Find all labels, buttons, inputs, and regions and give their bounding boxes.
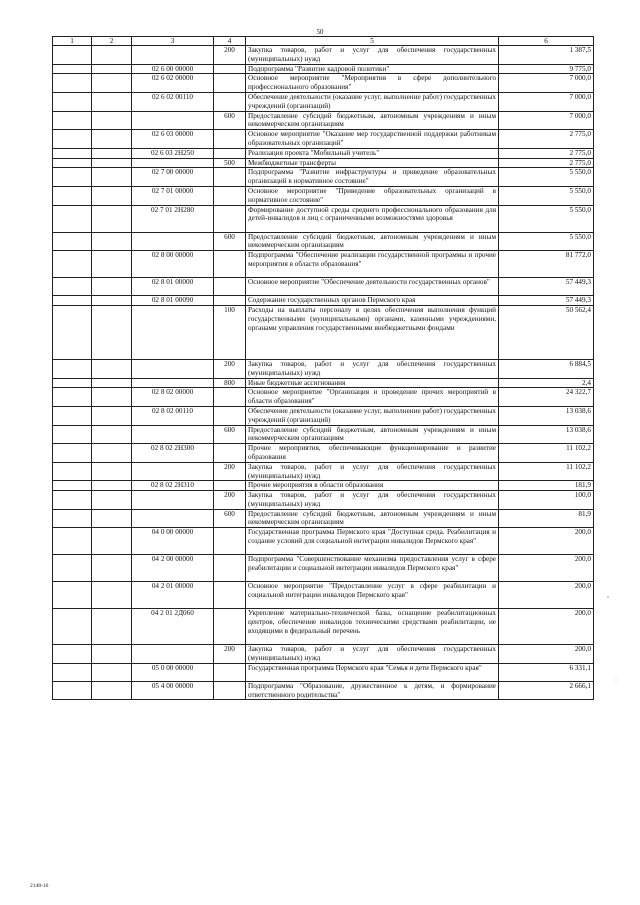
table-row bbox=[53, 444, 594, 463]
cell-expense-type bbox=[214, 74, 246, 93]
cell-expense-type bbox=[214, 444, 246, 463]
cell-section bbox=[53, 378, 92, 388]
cell-target-code bbox=[132, 645, 214, 664]
cell-amount: 7 000,0 bbox=[499, 111, 594, 130]
cell-expense-type bbox=[214, 148, 246, 158]
cell-name: Межбюджетные трансферты bbox=[246, 158, 499, 168]
cell-section bbox=[53, 64, 92, 74]
table-row bbox=[53, 388, 594, 407]
cell-name: Основное мероприятие "Обеспечение деятельности государственных органов" bbox=[246, 278, 499, 296]
cell-expense-type bbox=[214, 92, 246, 111]
cell-section bbox=[53, 251, 92, 278]
cell-amount: 5 550,0 bbox=[499, 205, 594, 232]
cell-expense-type bbox=[214, 251, 246, 278]
cell-subsection bbox=[92, 232, 132, 251]
cell-name: Основное мероприятие "Приведение образовательных организаций в нормативное состояние" bbox=[246, 186, 499, 205]
footer-code: 2148-16 bbox=[30, 883, 49, 889]
cell-amount: 81,9 bbox=[499, 509, 594, 528]
cell-name: Укрепление материально-технической базы, оснащение реабилитационных центров, обеспечение инвалидов техническими средствами реабилитации, не входящими в федеральный перечень bbox=[246, 609, 499, 645]
cell-amount: 5 550,0 bbox=[499, 168, 594, 187]
cell-expense-type: 600 bbox=[214, 111, 246, 130]
table-row bbox=[53, 462, 594, 481]
cell-name: Расходы на выплаты персоналу в целях обеспечения выполнения функций государственными (муниципальными) органами, казенными учреждениями, органами управления государственными внебюджетными фондами bbox=[246, 305, 499, 359]
cell-section bbox=[53, 425, 92, 444]
cell-target-code: 02 6 00 00000 bbox=[132, 64, 214, 74]
column-number-5: 5 bbox=[246, 37, 499, 46]
cell-amount: 2 666,1 bbox=[499, 681, 594, 700]
cell-expense-type: 600 bbox=[214, 232, 246, 251]
cell-expense-type: 200 bbox=[214, 359, 246, 378]
cell-target-code: 05 4 00 00000 bbox=[132, 681, 214, 700]
cell-section bbox=[53, 305, 92, 359]
table-row bbox=[53, 278, 594, 296]
cell-expense-type bbox=[214, 296, 246, 306]
table-row bbox=[53, 555, 594, 582]
cell-section bbox=[53, 278, 92, 296]
cell-name: Государственная программа Пермского края "Доступная среда. Реабилитация и создание условий для социальной интеграции инвалидов Пермского края" bbox=[246, 528, 499, 555]
table-row bbox=[53, 359, 594, 378]
cell-subsection bbox=[92, 481, 132, 491]
cell-subsection bbox=[92, 462, 132, 481]
cell-target-code bbox=[132, 232, 214, 251]
cell-name: Основное мероприятие "Организация и проведение прочих мероприятий в области образования" bbox=[246, 388, 499, 407]
cell-amount: 200,0 bbox=[499, 582, 594, 609]
cell-expense-type bbox=[214, 582, 246, 609]
table-row bbox=[53, 158, 594, 168]
table-row bbox=[53, 645, 594, 664]
cell-expense-type: 200 bbox=[214, 462, 246, 481]
cell-section bbox=[53, 645, 92, 664]
cell-target-code: 04 2 00 00000 bbox=[132, 555, 214, 582]
cell-subsection bbox=[92, 74, 132, 93]
cell-name: Закупка товаров, работ и услуг для обеспечения государственных (муниципальных) нужд bbox=[246, 46, 499, 65]
cell-subsection bbox=[92, 509, 132, 528]
cell-amount: 6 331,1 bbox=[499, 663, 594, 681]
table-row bbox=[53, 232, 594, 251]
cell-section bbox=[53, 111, 92, 130]
cell-name: Государственная программа Пермского края "Семья и дети Пермского края" bbox=[246, 663, 499, 681]
cell-amount: 11 102,2 bbox=[499, 444, 594, 463]
cell-target-code: 02 6 03 00000 bbox=[132, 130, 214, 149]
cell-name: Основное мероприятие "Предоставление услуг в сфере реабилитации и социальной интеграции инвалидов Пермского края" bbox=[246, 582, 499, 609]
cell-section bbox=[53, 232, 92, 251]
cell-section bbox=[53, 582, 92, 609]
cell-name: Предоставление субсидий бюджетным, автономным учреждениям и иным некоммерческим организациям bbox=[246, 232, 499, 251]
table-row bbox=[53, 681, 594, 700]
table-row bbox=[53, 64, 594, 74]
table-row bbox=[53, 186, 594, 205]
cell-name: Содержание государственных органов Пермского края bbox=[246, 296, 499, 306]
table-row bbox=[53, 251, 594, 278]
cell-section bbox=[53, 663, 92, 681]
cell-target-code: 02 6 03 2Н250 bbox=[132, 148, 214, 158]
cell-name: Основное мероприятие "Мероприятия в сфере дополнительного профессионального образования" bbox=[246, 74, 499, 93]
cell-target-code: 02 8 02 2Н300 bbox=[132, 444, 214, 463]
cell-name: Предоставление субсидий бюджетным, автономным учреждениям и иным некоммерческим организациям bbox=[246, 425, 499, 444]
cell-target-code bbox=[132, 509, 214, 528]
cell-name: Предоставление субсидий бюджетным, автономным учреждениям и иным некоммерческим организациям bbox=[246, 509, 499, 528]
cell-amount: 81 772,0 bbox=[499, 251, 594, 278]
cell-name: Обеспечение деятельности (оказание услуг, выполнение работ) государственных учреждений (организаций) bbox=[246, 406, 499, 425]
cell-expense-type: 600 bbox=[214, 509, 246, 528]
cell-target-code bbox=[132, 305, 214, 359]
cell-section bbox=[53, 158, 92, 168]
cell-amount: 57 449,3 bbox=[499, 278, 594, 296]
cell-target-code: 02 8 02 2Н310 bbox=[132, 481, 214, 491]
table-row bbox=[53, 663, 594, 681]
cell-name: Подпрограмма "Совершенствование механизма предоставления услуг в сфере реабилитации и социальной интеграции инвалидов Пермского края" bbox=[246, 555, 499, 582]
cell-section bbox=[53, 528, 92, 555]
cell-name: Подпрограмма "Развитие кадровой политики" bbox=[246, 64, 499, 74]
cell-name: Прочие мероприятия в области образования bbox=[246, 481, 499, 491]
cell-name: Прочие мероприятия, обеспечивающие функционирование и развитие образования bbox=[246, 444, 499, 463]
cell-section bbox=[53, 46, 92, 65]
cell-target-code: 02 7 00 00000 bbox=[132, 168, 214, 187]
cell-amount: 200,0 bbox=[499, 528, 594, 555]
cell-target-code: 04 0 00 00000 bbox=[132, 528, 214, 555]
cell-amount: 2 775,0 bbox=[499, 158, 594, 168]
table-row bbox=[53, 509, 594, 528]
table-row bbox=[53, 582, 594, 609]
cell-subsection bbox=[92, 359, 132, 378]
cell-subsection bbox=[92, 388, 132, 407]
cell-subsection bbox=[92, 92, 132, 111]
cell-expense-type bbox=[214, 663, 246, 681]
cell-section bbox=[53, 555, 92, 582]
cell-name: Иные бюджетные ассигнования bbox=[246, 378, 499, 388]
table-row bbox=[53, 130, 594, 149]
cell-subsection bbox=[92, 158, 132, 168]
cell-section bbox=[53, 462, 92, 481]
cell-section bbox=[53, 148, 92, 158]
table-row bbox=[53, 491, 594, 510]
cell-expense-type bbox=[214, 186, 246, 205]
cell-target-code: 02 8 02 00110 bbox=[132, 406, 214, 425]
cell-amount: 13 038,6 bbox=[499, 406, 594, 425]
cell-amount: 100,0 bbox=[499, 491, 594, 510]
cell-target-code bbox=[132, 111, 214, 130]
cell-section bbox=[53, 481, 92, 491]
column-number-2: 2 bbox=[92, 37, 132, 46]
cell-expense-type bbox=[214, 130, 246, 149]
cell-section bbox=[53, 406, 92, 425]
cell-expense-type bbox=[214, 406, 246, 425]
cell-subsection bbox=[92, 406, 132, 425]
cell-target-code: 02 6 02 00110 bbox=[132, 92, 214, 111]
budget-table bbox=[52, 36, 594, 700]
cell-amount: 2 775,0 bbox=[499, 148, 594, 158]
cell-target-code: 04 2 01 00000 bbox=[132, 582, 214, 609]
cell-subsection bbox=[92, 111, 132, 130]
cell-amount: 181,9 bbox=[499, 481, 594, 491]
cell-amount: 1 387,5 bbox=[499, 46, 594, 65]
cell-expense-type: 500 bbox=[214, 158, 246, 168]
cell-subsection bbox=[92, 609, 132, 645]
column-number-4: 4 bbox=[214, 37, 246, 46]
cell-amount: 50 562,4 bbox=[499, 305, 594, 359]
column-header-row bbox=[53, 37, 594, 46]
cell-subsection bbox=[92, 555, 132, 582]
cell-expense-type bbox=[214, 609, 246, 645]
cell-amount: 5 550,0 bbox=[499, 232, 594, 251]
cell-target-code: 05 0 00 00000 bbox=[132, 663, 214, 681]
cell-name: Обеспечение деятельности (оказание услуг, выполнение работ) государственных учреждений (организаций) bbox=[246, 92, 499, 111]
table-row bbox=[53, 425, 594, 444]
cell-expense-type bbox=[214, 278, 246, 296]
cell-expense-type bbox=[214, 205, 246, 232]
cell-amount: 200,0 bbox=[499, 645, 594, 664]
cell-section bbox=[53, 444, 92, 463]
cell-subsection bbox=[92, 491, 132, 510]
cell-name: Подпрограмма "Обеспечение реализации государственной программы и прочие мероприятия в области образования" bbox=[246, 251, 499, 278]
table-row bbox=[53, 92, 594, 111]
cell-target-code: 02 6 02 00000 bbox=[132, 74, 214, 93]
cell-target-code: 02 8 01 00000 bbox=[132, 278, 214, 296]
cell-subsection bbox=[92, 251, 132, 278]
cell-subsection bbox=[92, 296, 132, 306]
cell-target-code bbox=[132, 491, 214, 510]
cell-expense-type: 200 bbox=[214, 645, 246, 664]
cell-amount: 6 884,5 bbox=[499, 359, 594, 378]
cell-name: Формирование доступной среды среднего профессионального образования для детей-инвалидов и лиц с ограниченными возможностями здоровья bbox=[246, 205, 499, 232]
cell-expense-type bbox=[214, 528, 246, 555]
cell-section bbox=[53, 186, 92, 205]
scan-speck bbox=[607, 596, 608, 597]
cell-amount: 11 102,2 bbox=[499, 462, 594, 481]
cell-subsection bbox=[92, 528, 132, 555]
cell-amount: 13 038,6 bbox=[499, 425, 594, 444]
table-row bbox=[53, 46, 594, 65]
cell-section bbox=[53, 130, 92, 149]
cell-target-code bbox=[132, 158, 214, 168]
cell-amount: 200,0 bbox=[499, 555, 594, 582]
cell-amount: 24 322,7 bbox=[499, 388, 594, 407]
cell-expense-type bbox=[214, 555, 246, 582]
cell-section bbox=[53, 681, 92, 700]
cell-name: Закупка товаров, работ и услуг для обеспечения государственных (муниципальных) нужд bbox=[246, 462, 499, 481]
cell-target-code bbox=[132, 46, 214, 65]
cell-name: Реализация проекта "Мобильный учитель" bbox=[246, 148, 499, 158]
cell-name: Подпрограмма "Развитие инфраструктуры и приведение образовательных организаций в нормативное состояние" bbox=[246, 168, 499, 187]
cell-subsection bbox=[92, 130, 132, 149]
budget-table-body bbox=[53, 37, 594, 700]
cell-name: Закупка товаров, работ и услуг для обеспечения государственных (муниципальных) нужд bbox=[246, 645, 499, 664]
table-row bbox=[53, 305, 594, 359]
cell-target-code bbox=[132, 462, 214, 481]
cell-name: Предоставление субсидий бюджетным, автономным учреждениям и иным некоммерческим организациям bbox=[246, 111, 499, 130]
scan-speck bbox=[616, 680, 617, 681]
cell-subsection bbox=[92, 444, 132, 463]
cell-amount: 7 000,0 bbox=[499, 74, 594, 93]
cell-subsection bbox=[92, 582, 132, 609]
cell-target-code: 02 7 01 2Н280 bbox=[132, 205, 214, 232]
table-row bbox=[53, 528, 594, 555]
cell-expense-type bbox=[214, 681, 246, 700]
table-row bbox=[53, 168, 594, 187]
column-number-3: 3 bbox=[132, 37, 214, 46]
cell-target-code: 02 8 02 00000 bbox=[132, 388, 214, 407]
cell-name: Подпрограмма "Образование, дружественное к детям, и формирование ответственного родительства" bbox=[246, 681, 499, 700]
cell-section bbox=[53, 609, 92, 645]
table-row bbox=[53, 111, 594, 130]
cell-target-code bbox=[132, 425, 214, 444]
cell-expense-type bbox=[214, 64, 246, 74]
cell-name: Закупка товаров, работ и услуг для обеспечения государственных (муниципальных) нужд bbox=[246, 359, 499, 378]
cell-expense-type bbox=[214, 388, 246, 407]
cell-subsection bbox=[92, 681, 132, 700]
table-row bbox=[53, 481, 594, 491]
cell-target-code: 02 8 00 00000 bbox=[132, 251, 214, 278]
cell-subsection bbox=[92, 168, 132, 187]
column-number-1: 1 bbox=[53, 37, 92, 46]
table-row bbox=[53, 609, 594, 645]
cell-section bbox=[53, 205, 92, 232]
cell-amount: 2 775,0 bbox=[499, 130, 594, 149]
cell-expense-type: 100 bbox=[214, 305, 246, 359]
cell-section bbox=[53, 388, 92, 407]
cell-subsection bbox=[92, 645, 132, 664]
cell-amount: 2,4 bbox=[499, 378, 594, 388]
cell-section bbox=[53, 168, 92, 187]
table-row bbox=[53, 296, 594, 306]
cell-subsection bbox=[92, 148, 132, 158]
cell-subsection bbox=[92, 378, 132, 388]
column-number-6: 6 bbox=[499, 37, 594, 46]
cell-target-code: 02 8 01 00090 bbox=[132, 296, 214, 306]
cell-section bbox=[53, 491, 92, 510]
cell-amount: 9 775,0 bbox=[499, 64, 594, 74]
cell-target-code bbox=[132, 359, 214, 378]
cell-target-code: 04 2 01 2Д060 bbox=[132, 609, 214, 645]
cell-target-code: 02 7 01 00000 bbox=[132, 186, 214, 205]
cell-amount: 7 000,0 bbox=[499, 92, 594, 111]
cell-subsection bbox=[92, 46, 132, 65]
cell-expense-type: 200 bbox=[214, 491, 246, 510]
cell-subsection bbox=[92, 305, 132, 359]
cell-expense-type: 200 bbox=[214, 46, 246, 65]
cell-amount: 57 449,3 bbox=[499, 296, 594, 306]
cell-target-code bbox=[132, 378, 214, 388]
table-row bbox=[53, 205, 594, 232]
page-number: 50 bbox=[316, 28, 324, 36]
cell-expense-type bbox=[214, 481, 246, 491]
cell-expense-type bbox=[214, 168, 246, 187]
cell-section bbox=[53, 92, 92, 111]
cell-amount: 200,0 bbox=[499, 609, 594, 645]
cell-expense-type: 600 bbox=[214, 425, 246, 444]
cell-amount: 5 550,0 bbox=[499, 186, 594, 205]
cell-name: Закупка товаров, работ и услуг для обеспечения государственных (муниципальных) нужд bbox=[246, 491, 499, 510]
cell-name: Основное мероприятие "Оказание мер государственной поддержки работникам образовательных организаций" bbox=[246, 130, 499, 149]
cell-subsection bbox=[92, 205, 132, 232]
cell-section bbox=[53, 509, 92, 528]
table-row bbox=[53, 148, 594, 158]
cell-subsection bbox=[92, 425, 132, 444]
table-row bbox=[53, 74, 594, 93]
cell-section bbox=[53, 74, 92, 93]
cell-subsection bbox=[92, 663, 132, 681]
table-row bbox=[53, 406, 594, 425]
cell-expense-type: 800 bbox=[214, 378, 246, 388]
table-row bbox=[53, 378, 594, 388]
cell-section bbox=[53, 359, 92, 378]
cell-subsection bbox=[92, 186, 132, 205]
cell-subsection bbox=[92, 64, 132, 74]
cell-section bbox=[53, 296, 92, 306]
cell-subsection bbox=[92, 278, 132, 296]
